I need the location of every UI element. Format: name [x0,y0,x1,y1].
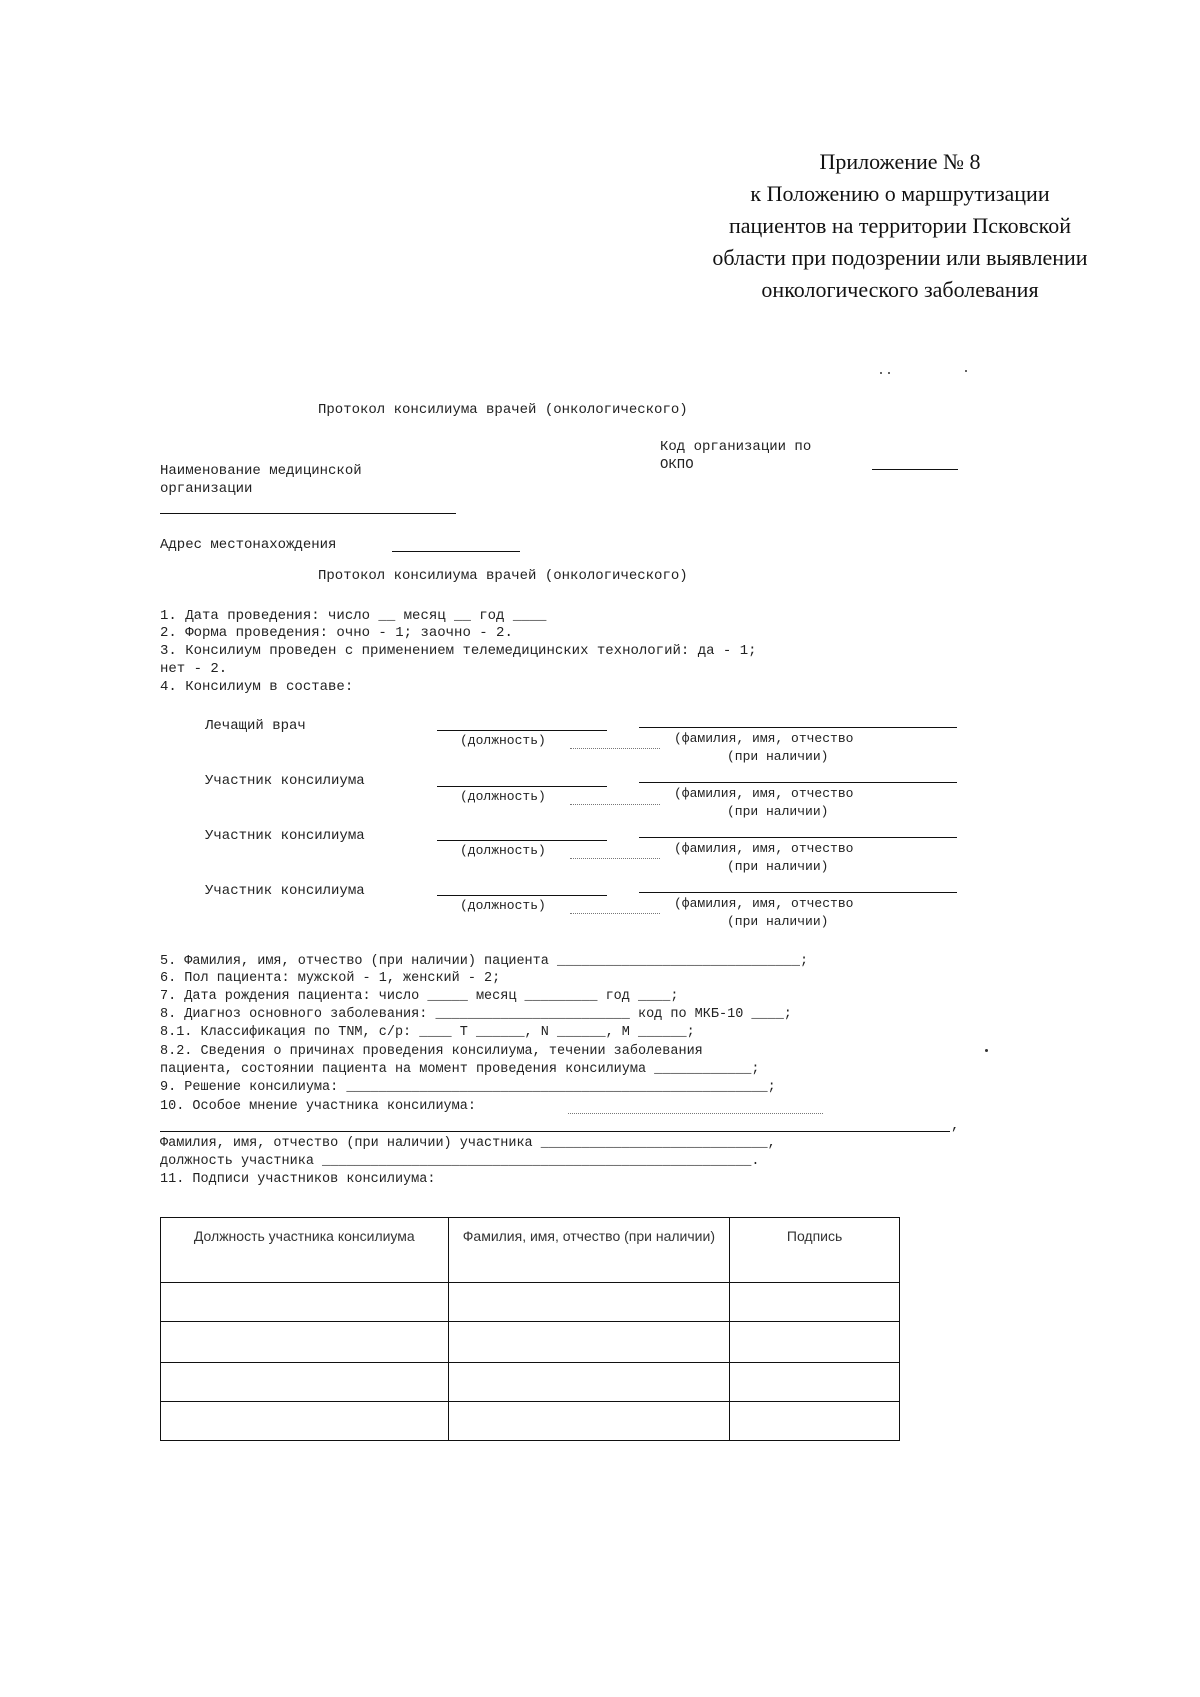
appendix-header [660,146,1140,306]
scan-speck [985,1049,988,1052]
scan-speck [965,370,967,372]
item-3-telemed-cont: нет - 2. [160,661,228,677]
participant-role: Участник консилиума [205,828,365,844]
table-row [161,1363,900,1402]
item-8-1-tnm: 8.1. Классификация по TNM, с/р: ____ Т ______, N ______, M ______; [160,1025,695,1040]
table-cell[interactable] [730,1283,900,1322]
participant-position-field[interactable] [437,786,607,787]
participant-fio-field[interactable] [639,892,957,893]
table-cell[interactable] [448,1283,730,1322]
fio-caption: (фамилия, имя, отчество [674,896,854,911]
item-4-composition: 4. Консилиум в составе: [160,679,354,695]
table-cell[interactable] [161,1322,449,1363]
table-row [161,1322,900,1363]
table-row [161,1283,900,1322]
table-header-row [161,1218,900,1283]
participant-fio-field[interactable] [639,782,957,783]
org-code-field[interactable] [872,469,958,470]
org-name-label: Наименование медицинской организации [160,463,362,497]
scan-speck [888,372,890,374]
org-name-field[interactable] [160,513,456,514]
item-11-signatures: 11. Подписи участников консилиума: [160,1172,436,1187]
position-caption: (должность) [460,789,546,804]
table-cell[interactable] [448,1322,730,1363]
opinion-dots [568,1113,823,1114]
participant-position-field[interactable] [437,895,607,896]
signatures-table [160,1217,900,1441]
participant-position-field[interactable] [437,840,607,841]
position-caption: (должность) [460,843,546,858]
caption-dots [570,858,660,859]
fio-caption: (фамилия, имя, отчество [674,731,854,746]
caption-dots [570,913,660,914]
table-cell[interactable] [730,1402,900,1441]
fio-caption: (фамилия, имя, отчество [674,841,854,856]
caption-dots [570,748,660,749]
appendix-line-1: Приложение № 8 [819,149,981,174]
item-5-patient-name: 5. Фамилия, имя, отчество (при наличии) пациента ______________________________; [160,954,809,969]
table-cell[interactable] [448,1363,730,1402]
fio-caption-cont: (при наличии) [727,859,829,874]
table-cell[interactable] [161,1402,449,1441]
item-8-2-info: 8.2. Сведения о причинах проведения консилиума, течении заболевания [160,1044,703,1059]
table-cell[interactable] [161,1283,449,1322]
address-label: Адрес местонахождения [160,537,337,553]
org-code-label: Код организации по ОКПО [660,439,812,473]
scan-speck [880,372,882,374]
participant-role: Лечащий врач [205,718,306,734]
item-8-2-info-cont: пациента, состоянии пациента на момент проведения консилиума ____________; [160,1062,760,1077]
caption-dots [570,804,660,805]
table-cell[interactable] [161,1363,449,1402]
fio-caption-cont: (при наличии) [727,804,829,819]
fio-caption: (фамилия, имя, отчество [674,786,854,801]
fio-caption-cont: (при наличии) [727,914,829,929]
table-cell[interactable] [730,1363,900,1402]
appendix-line-2: к Положению о маршрутизации [750,181,1050,206]
column-header-signature: Подпись [730,1218,900,1283]
item-10-participant-position: должность участника _____________________________________________________. [160,1154,760,1169]
item-7-birthdate: 7. Дата рождения пациента: число _____ месяц _________ год ____; [160,989,679,1004]
participant-fio-field[interactable] [639,837,957,838]
item-10-participant-name: Фамилия, имя, отчество (при наличии) участника ____________________________, [160,1136,776,1151]
item-1-date: 1. Дата проведения: число __ месяц __ год ____ [160,608,547,624]
participant-position-field[interactable] [437,730,607,731]
address-field[interactable] [392,551,520,552]
item-6-sex: 6. Пол пациента: мужской - 1, женский - 2; [160,971,501,986]
column-header-fio: Фамилия, имя, отчество (при наличии) [448,1218,730,1283]
participant-role: Участник консилиума [205,773,365,789]
column-header-position: Должность участника консилиума [161,1218,449,1283]
opinion-field[interactable] [160,1131,950,1132]
position-caption: (должность) [460,733,546,748]
fio-caption-cont: (при наличии) [727,749,829,764]
participant-fio-field[interactable] [639,727,957,728]
table-cell[interactable] [448,1402,730,1441]
appendix-line-3: пациентов на территории Псковской [729,213,1071,238]
item-9-decision: 9. Решение консилиума: ____________________________________________________; [160,1080,776,1095]
item-2-form: 2. Форма проведения: очно - 1; заочно - 2. [160,625,513,641]
appendix-line-5: онкологического заболевания [761,277,1039,302]
table-row [161,1402,900,1441]
item-8-diagnosis: 8. Диагноз основного заболевания: ________________________ код по МКБ-10 ____; [160,1007,792,1022]
item-3-telemed: 3. Консилиум проведен с применением телемедицинских технологий: да - 1; [160,643,757,659]
appendix-line-4: области при подозрении или выявлении [712,245,1088,270]
table-cell[interactable] [730,1322,900,1363]
item-10-opinion: 10. Особое мнение участника консилиума: [160,1099,476,1114]
main-title: Протокол консилиума врачей (онкологического) [318,568,688,584]
position-caption: (должность) [460,898,546,913]
participant-role: Участник консилиума [205,883,365,899]
header-title: Протокол консилиума врачей (онкологического) [318,402,688,418]
opinion-field-end: , [951,1118,960,1134]
